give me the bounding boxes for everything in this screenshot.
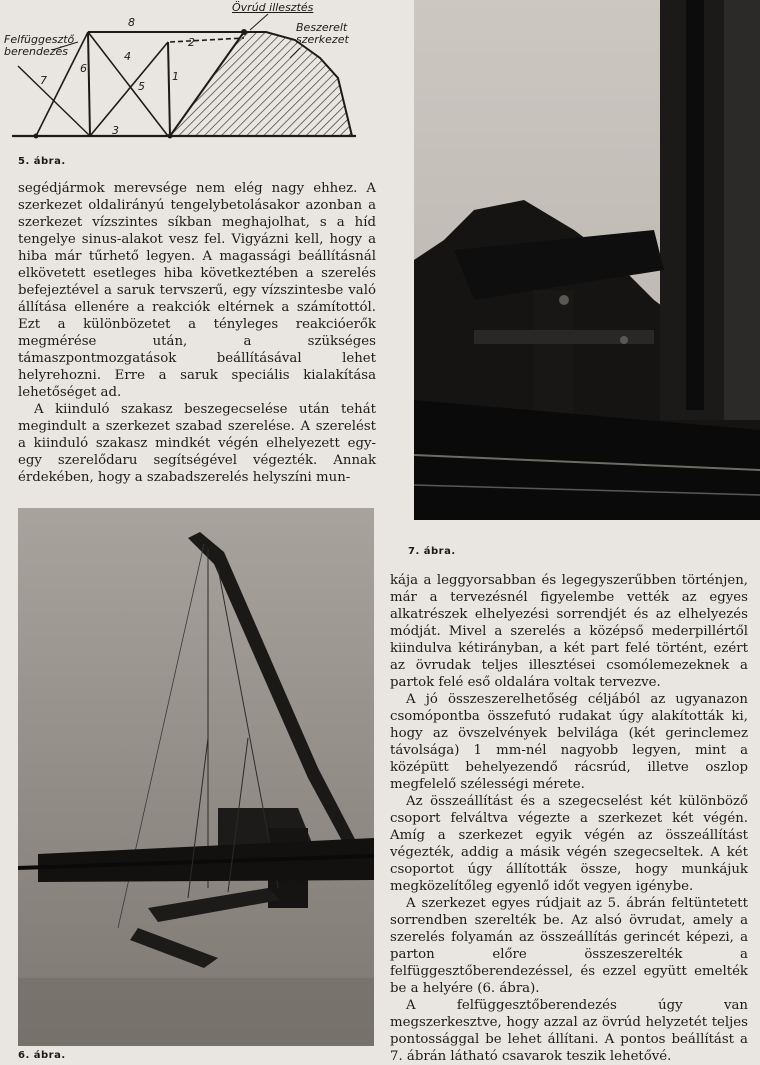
label-chord-splice: Övrúd illesztés <box>232 1 314 14</box>
right-paragraph-4: A szerkezet egyes rúdjait az 5. ábrán feltüntetett sorrendben szerelték be. Az alsó övrudat, amely a szerelés folyamán az összeállítás gerincét képezi, a parton előre összeszerelték a felfüggesztőberendezéssel, és ezzel együtt emelték be a helyére (6. ábra). <box>390 896 748 996</box>
member-number-4: 4 <box>124 50 131 63</box>
label-suspension-device: Felfüggesztő berendezés <box>4 33 75 58</box>
right-paragraph-2: A jó összeszerelhetőség céljából az ugyanazon csomópontba összefutó rudakat úgy alakították ki, hogy az övszelvények belvilága (két gerinclemez távolsága) 1 mm-nél nagyobb legyen, mint a középütt behelyezendő rácsrúd, illetve oszlop megfelelő szélességi mérete. <box>390 692 748 792</box>
figure-7-photo <box>414 0 760 520</box>
right-column-text <box>390 572 748 1065</box>
left-paragraph-1: segédjármok merevsége nem elég nagy ehhez. A szerkezet oldalirányú tengelybetolásakor azonban a szerkezet vízszintes síkban meghajolhat, s a híd tengelye sinus-alakot vesz fel. Vigyázni kell, hogy a hiba már tűrhető legyen. A magassági beállításnál elkövetett esetleges hiba következtében a szerelés befejeztével a saruk tervszerű, egy vízszintesbe való állítása ellenére a reakciók eltérnek a számítottól. Ezt a különbözetet a tényleges reakcióerők megmérése után, a szükséges támaszpontmozgatások beállításával lehet helyrehozni. Erre a saruk speciális kialakítása lehetőséget ad. <box>18 181 376 400</box>
member-number-2: 2 <box>188 36 195 49</box>
member-number-1: 1 <box>172 70 179 83</box>
member-number-7: 7 <box>40 74 47 87</box>
figure-6-photo <box>18 508 374 1046</box>
right-paragraph-5: A felfüggesztőberendezés úgy van megszerkesztve, hogy azzal az övrúd helyzetét teljes pontossággal be lehet állítani. A pontos beállítást a 7. ábrán látható csavarok teszik lehetővé. <box>390 998 748 1064</box>
figure-7-image <box>414 0 760 520</box>
label-riveted-structure: Beszerelt szerkezet <box>296 21 349 46</box>
figure-7-caption: 7. ábra. <box>408 546 456 557</box>
built-structure-hatched <box>170 32 352 136</box>
left-column-text <box>18 180 376 486</box>
member-number-6: 6 <box>80 62 87 75</box>
member-number-5: 5 <box>138 80 145 93</box>
figure-5-caption: 5. ábra. <box>18 156 66 167</box>
left-paragraph-2: A kiinduló szakasz beszegecselése után tehát megindult a szerkezet szabad szerelése. A szerelést a kiinduló szakasz mindkét végén elhelyezett egy-egy szerelődaru segítségével végezték. Annak érdekében, hogy a szabadszerelés helyszíni mun- <box>18 402 376 485</box>
member-number-8: 8 <box>128 16 135 29</box>
member-number-3: 3 <box>112 124 119 137</box>
right-paragraph-1: kája a leggyorsabban és legegyszerűbben történjen, már a tervezésnél figyelembe vették az egyes alkatrészek elhelyezési sorrendjét és az elhelyezés módját. Mivel a szerelés a középső mederpillértől kiindulva kétirányban, a két part felé történt, ezért az övrudak teljes illesztései csomólemezeknek a partok felé eső oldalára voltak tervezve. <box>390 573 748 690</box>
right-paragraph-3: Az összeállítást és a szegecselést két különböző csoport felváltva végezte a szerkezet két végén. Amíg a szerkezet egyik végén az összeállítást végezték, addig a másik végén szegecseltek. A két csoportot úgy állították össze, hogy munkájuk megközelítőleg egyenlő időt vegyen igénybe. <box>390 794 748 894</box>
figure-5-diagram <box>0 0 380 165</box>
figure-6-caption: 6. ábra. <box>18 1050 66 1061</box>
figure-6-image <box>18 508 374 1046</box>
